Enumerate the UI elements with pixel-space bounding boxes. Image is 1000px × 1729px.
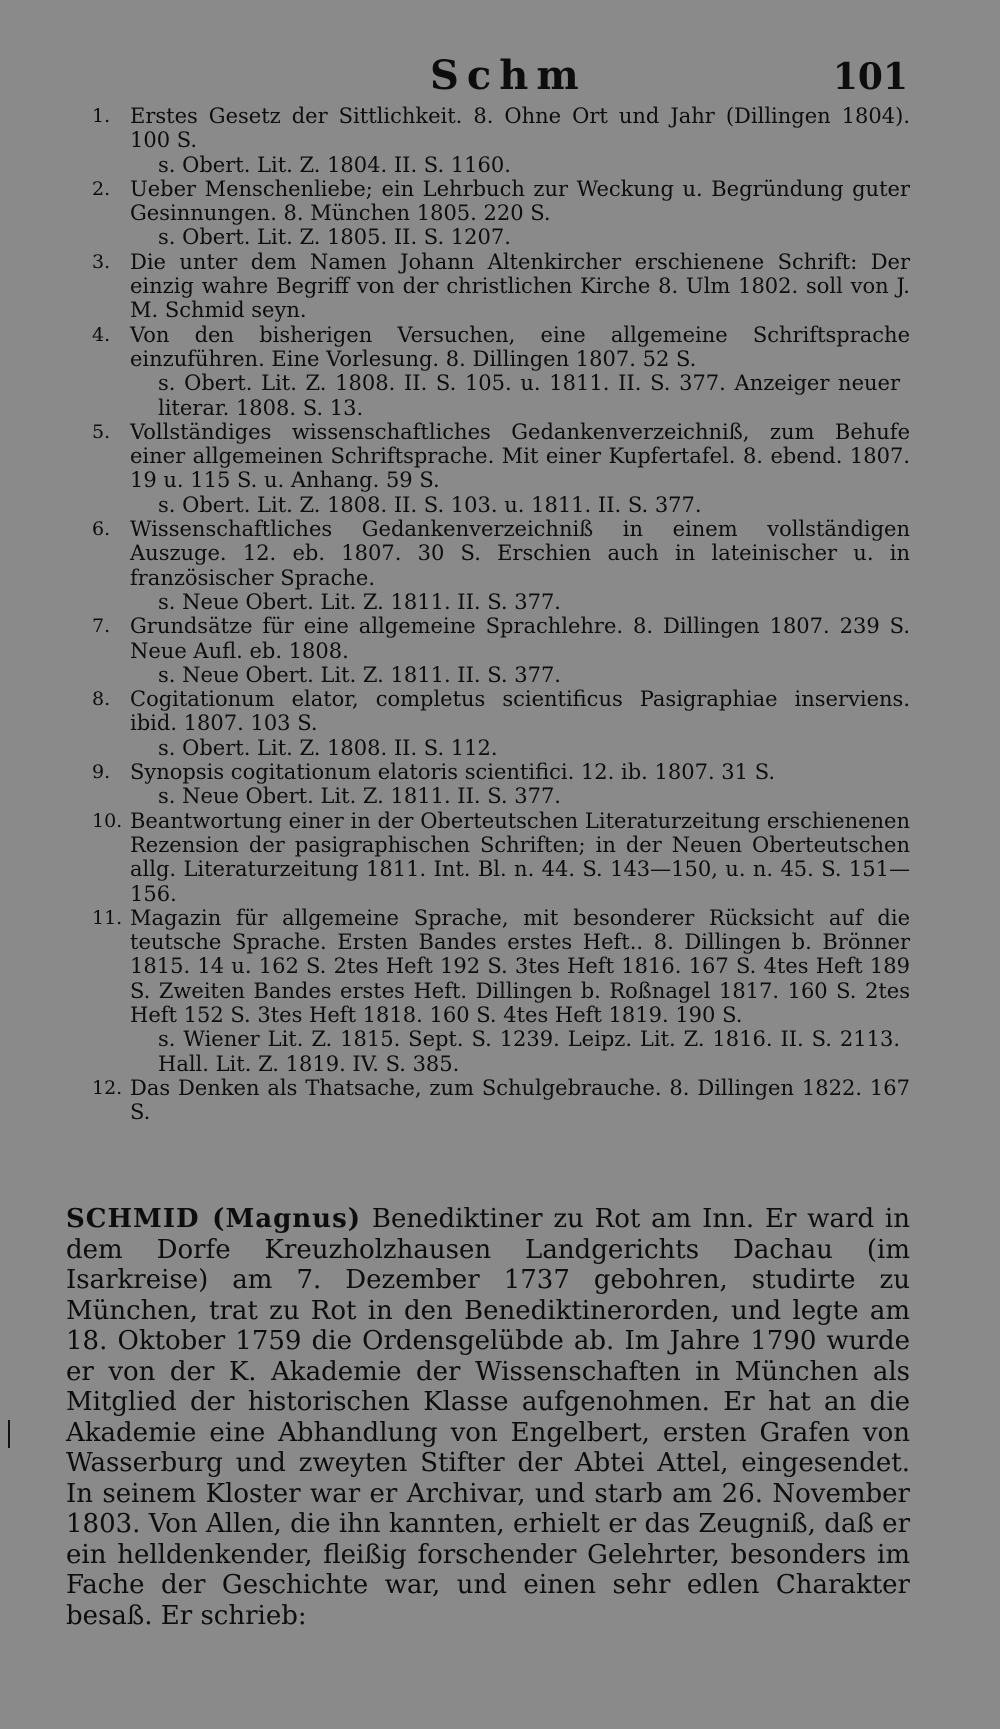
entry-text [130,760,910,809]
entry-text [130,809,910,906]
entry-number: 9. [92,761,111,784]
entry-title: Synopsis cogitationum elatoris scientifici. 12. ib. 1807. 31 S. [130,760,776,785]
entry-review: s. Neue Obert. Lit. Z. 1811. II. S. 377. [158,589,561,614]
entry-title: Wissenschaftliches Gedankenverzeichniß in einem vollständigen Auszuge. 12. eb. 1807. 30 S. Erschien auch in lateinischer u. in französischer Sprache. [130,517,910,590]
bibliography-entry [0,906,1000,1076]
entry-review: s. Obert. Lit. Z. 1808. II. S. 103. u. 1811. II. S. 377. [158,492,702,517]
entry-title: Erstes Gesetz der Sittlichkeit. 8. Ohne Ort und Jahr (Dillingen 1804). 100 S. [130,104,910,153]
entry-title: Grundsätze für eine allgemeine Sprachlehre. 8. Dillingen 1807. 239 S. Neue Aufl. eb. 1808. [130,614,910,663]
entry-review: s. Obert. Lit. Z. 1808. II. S. 112. [158,735,498,760]
entry-text [130,517,910,614]
entry-title: Die unter dem Namen Johann Altenkircher erschienene Schrift: Der einzig wahre Begriff von der christlichen Kirche 8. Ulm 1802. soll von J. M. Schmid seyn. [130,249,910,323]
entry-number: 6. [92,518,111,541]
bibliography-entry [0,250,1000,323]
entry-text [130,177,910,250]
page-number: 101 [832,56,908,98]
entry-text [130,250,910,323]
bibliography-entry [0,1076,1000,1125]
bibliography-entry [0,614,1000,687]
entry-title: Vollständiges wissenschaftliches Gedankenverzeichniß, zum Behufe einer allgemeinen Schriftsprache. Mit einer Kupfertafel. 8. ebend. 1807. 19 u. 115 S. u. Anhang. 59 S. [130,419,910,493]
entry-number: 4. [92,323,111,346]
entry-text [130,614,910,687]
entry-text [130,420,910,517]
bibliography-entry [0,420,1000,517]
entry-review: s. Obert. Lit. Z. 1805. II. S. 1207. [158,225,511,250]
entry-text [130,1076,910,1125]
entry-text [130,323,910,420]
entry-review: s. Neue Obert. Lit. Z. 1811. II. S. 377. [158,662,561,687]
entry-number: 10. [92,809,123,832]
entry-review: s. Neue Obert. Lit. Z. 1811. II. S. 377. [158,784,561,809]
entry-title: Magazin für allgemeine Sprache, mit besonderer Rücksicht auf die teutsche Sprache. Ersten Bandes erstes Heft.. 8. Dillingen b. Brönner 1815. 14 u. 162 S. 2tes Heft 192 S. 3tes Heft 1816. 167 S. 4tes Heft 189 S. Zweiten Bandes erstes Heft. Dillingen b. Roßnagel 1817. 160 S. 2tes Heft 152 S. 3tes Heft 1818. 160 S. 4tes Heft 1819. 190 S. [130,905,910,1027]
entry-review: s. Obert. Lit. Z. 1808. II. S. 105. u. 1811. II. S. 377. Anzeiger neuer literar. 1808. S. 13. [158,371,900,420]
bibliography-entry [0,760,1000,809]
bibliography-entry [0,809,1000,906]
bibliography-entry [0,177,1000,250]
entry-text [130,104,910,177]
entry-title: Ueber Menschenliebe; ein Lehrbuch zur Weckung u. Begründung guter Gesinnungen. 8. München 1805. 220 S. [130,176,910,226]
entry-text [130,687,910,760]
bibliography-entry [0,323,1000,420]
biography-paragraph [66,1204,910,1631]
entry-review: s. Obert. Lit. Z. 1804. II. S. 1160. [158,152,511,177]
margin-mark [8,1420,10,1448]
entry-title: Von den bisherigen Versuchen, eine allgemeine Schriftsprache einzuführen. Eine Vorlesung. 8. Dillingen 1807. 52 S. [130,322,910,371]
entry-number: 8. [92,688,111,711]
entry-review: s. Wiener Lit. Z. 1815. Sept. S. 1239. Leipz. Lit. Z. 1816. II. S. 2113. Hall. Lit. Z. 1819. IV. S. 385. [158,1027,900,1076]
entry-title: Beantwortung einer in der Oberteutschen Literaturzeitung erschienenen Rezension der pasigraphischen Schriften; in der Neuen Oberteutschen allg. Literaturzeitung 1811. Int. Bl. n. 44. S. 143—150, u. n. 45. S. 151—156. [130,808,910,906]
bibliography-entry [0,104,1000,177]
bibliography-entry [0,687,1000,760]
entry-number: 1. [92,105,111,127]
entry-number: 7. [92,615,111,638]
biography-name: SCHMID (Magnus) [66,1204,362,1234]
running-head: Schm [430,52,587,99]
bibliography-list [0,104,1000,1124]
entry-title: Das Denken als Thatsache, zum Schulgebrauche. 8. Dillingen 1822. 167 S. [130,1075,910,1125]
entry-number: 5. [92,420,111,443]
biography-text: Benediktiner zu Rot am Inn. Er ward in dem Dorfe Kreuzholzhausen Landgerichts Dachau (im Isarkreise) am 7. Dezember 1737 gebohren, studirte zu München, trat zu Rot in den Benediktinerorden, und legte am 18. Oktober 1759 die Ordensgelübde ab. Im Jahre 1790 wurde er von der K. Akademie der Wissenschaften in München als Mitglied der historischen Klasse aufgenohmen. Er hat an die Akademie eine Abhandlung von Engelbert, ersten Grafen von Wasserburg und zweyten Stifter der Abtei Attel, eingesendet. In seinem Kloster war er Archivar, und starb am 26. November 1803. Von Allen, die ihn kannten, erhielt er das Zeugniß, daß er ein helldenkender, fleißig forschender Gelehrter, besonders im Fache der Geschichte war, und einen sehr edlen Charakter besaß. Er schrieb: [66,1204,910,1631]
entry-number: 2. [92,177,111,200]
entry-text [130,906,910,1076]
entry-number: 3. [92,250,111,273]
entry-number: 12. [92,1076,123,1099]
page-header [0,52,1000,102]
entry-title: Cogitationum elator, completus scientificus Pasigraphiae inserviens. ibid. 1807. 103 S. [130,687,910,736]
entry-number: 11. [92,906,123,929]
bibliography-entry [0,517,1000,614]
